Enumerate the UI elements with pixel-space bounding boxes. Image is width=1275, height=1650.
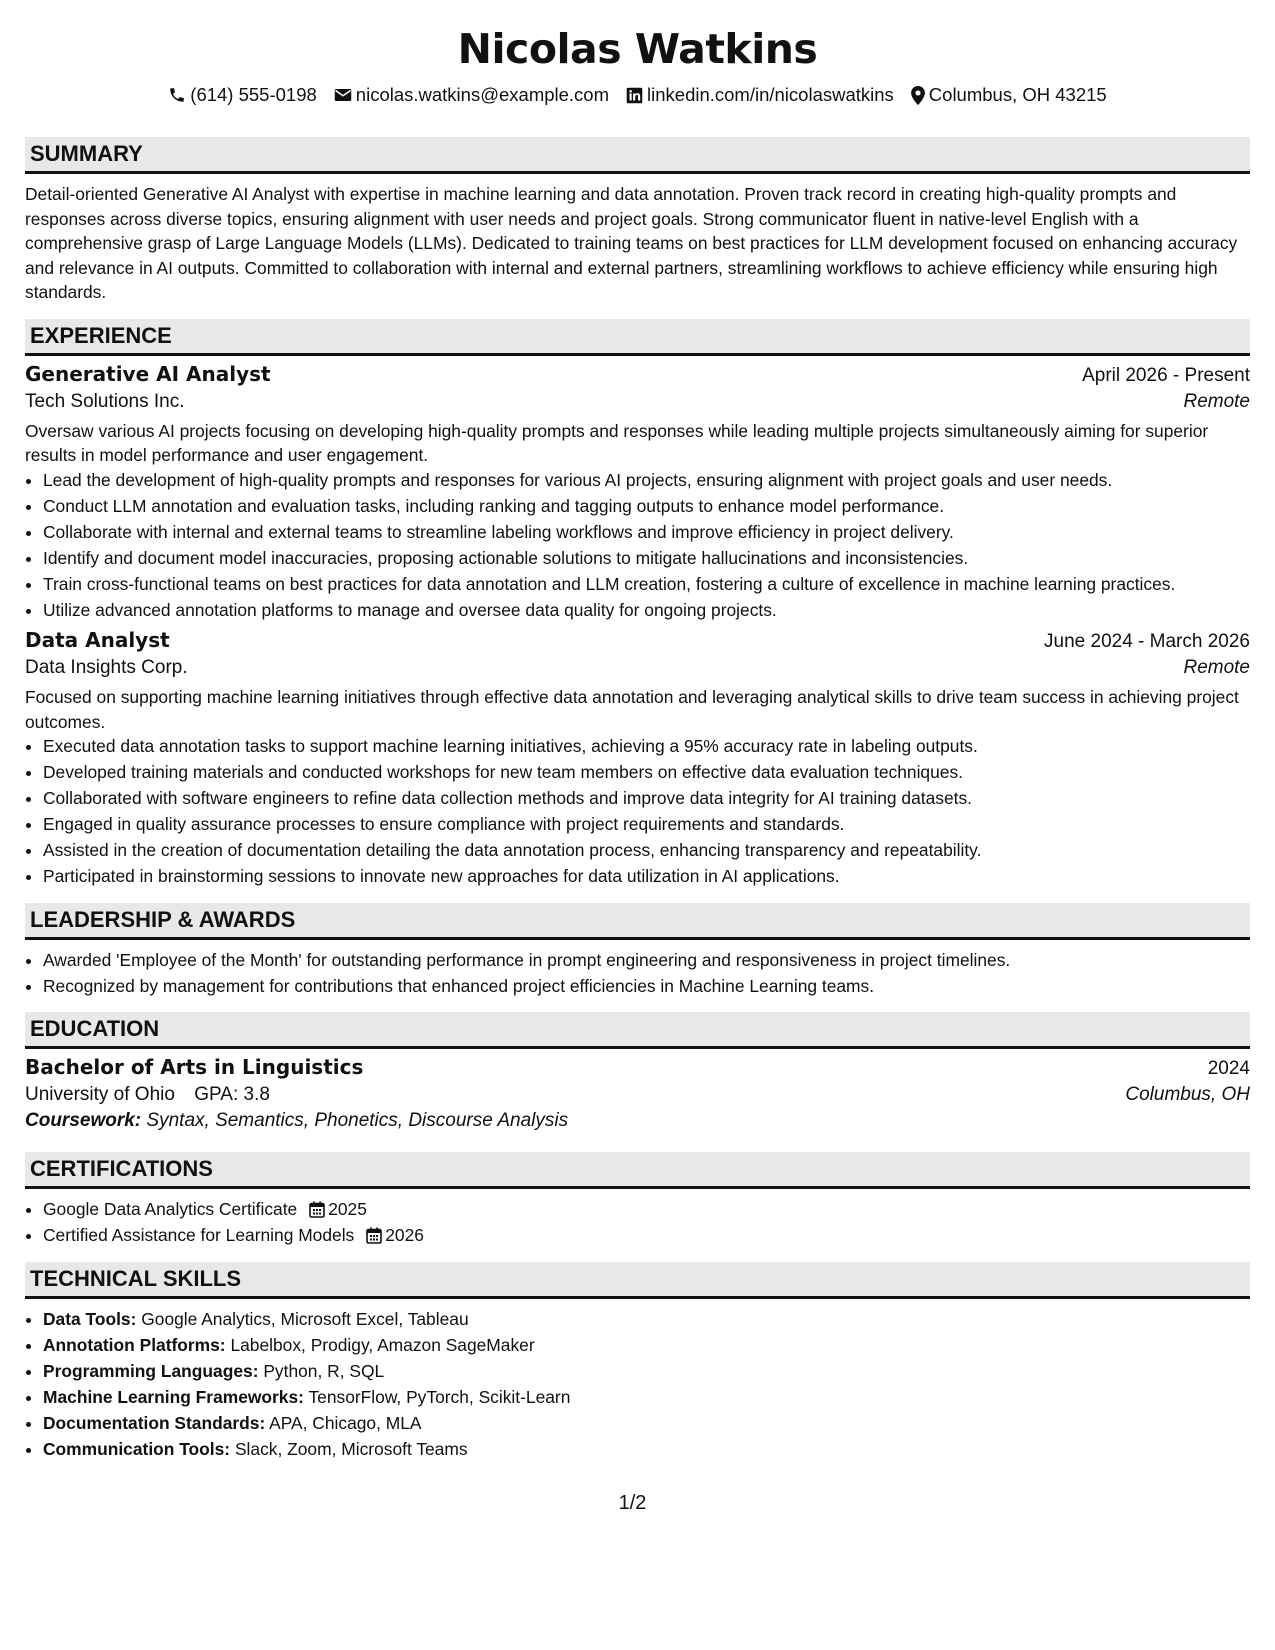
job-dates: April 2026 - Present [1082, 364, 1250, 386]
awards-section [25, 903, 1250, 999]
coursework-list: Syntax, Semantics, Phonetics, Discourse Analysis [146, 1110, 569, 1131]
skill-value: Slack, Zoom, Microsoft Teams [234, 1438, 468, 1459]
certifications-list [25, 1197, 1250, 1248]
calendar-icon [309, 1201, 325, 1218]
list-item: • Awarded 'Employee of the Month' for outstanding performance in prompt engineering and responsiveness in project timelines. [43, 948, 1250, 973]
map-pin-icon [911, 86, 925, 105]
skill-label: Communication Tools: [43, 1438, 231, 1459]
list-item [43, 1359, 1250, 1384]
list-item: • Participated in brainstorming sessions to innovate new approaches for data utilization in AI applications. [43, 864, 1250, 889]
job-entry [25, 628, 1250, 889]
list-item: • Lead the development of high-quality prompts and responses for various AI projects, ensuring alignment with project goals and user needs. [43, 468, 1250, 493]
skill-value: Google Analytics, Microsoft Excel, Tableau [141, 1308, 469, 1329]
section-header-experience: EXPERIENCE [25, 319, 1250, 356]
list-item: • Engaged in quality assurance processes to ensure compliance with project requirements and standards. [43, 812, 1250, 837]
list-item [43, 1197, 1250, 1222]
skills-section [25, 1262, 1250, 1462]
cert-year: 2026 [385, 1225, 424, 1245]
list-item [43, 1437, 1250, 1462]
summary-section [25, 137, 1250, 305]
skill-label: Machine Learning Frameworks: [43, 1386, 304, 1407]
phone-text: (614) 555-0198 [190, 84, 317, 105]
skill-label: Programming Languages: [43, 1360, 259, 1381]
skill-value: APA, Chicago, MLA [269, 1412, 422, 1433]
section-header-summary: SUMMARY [25, 137, 1250, 174]
job-dates: June 2024 - March 2026 [1044, 631, 1250, 652]
section-header-education: EDUCATION [25, 1012, 1250, 1049]
experience-section [25, 319, 1250, 889]
job-location: Remote [1183, 657, 1250, 678]
graduation-year: 2024 [1207, 1058, 1250, 1079]
section-header-certifications: CERTIFICATIONS [25, 1152, 1250, 1189]
job-bullets [25, 734, 1250, 889]
job-title: Generative AI Analyst [25, 361, 271, 386]
calendar-icon [366, 1227, 382, 1244]
certifications-section [25, 1152, 1250, 1248]
candidate-name: Nicolas Watkins [457, 25, 818, 73]
summary-text: Detail-oriented Generative AI Analyst with expertise in machine learning and data annotation. Proven track record in creating high-quality prompts and responses across diverse topics, ensuring alignment with user needs and project goals. Strong communicator fluent in native-level English with a comprehensive grasp of Large Language Models (LLMs). Dedicated to training teams on best practices for LLM development focused on enhancing accuracy and relevance in AI outputs. Committed to collaboration with internal and external partners, streamlining workflows to achieve efficiency while ensuring high standards. [25, 184, 1238, 302]
job-company: Tech Solutions Inc. [25, 390, 185, 412]
education-section [25, 1012, 1250, 1132]
cert-name: • Google Data Analytics Certificate [43, 1199, 298, 1219]
resume-page [25, 0, 1250, 1514]
phone-icon [168, 86, 186, 104]
section-header-skills: TECHNICAL SKILLS [25, 1262, 1250, 1299]
page-number: 1/2 [618, 1492, 647, 1514]
list-item: • Identify and document model inaccuracies, proposing actionable solutions to mitigate hallucinations and inconsistencies. [43, 546, 1250, 571]
list-item: • Recognized by management for contributions that enhanced project efficiencies in Machine Learning teams. [43, 974, 1250, 999]
contact-location [911, 83, 1107, 107]
job-entry [25, 362, 1250, 623]
skill-label: Annotation Platforms: [43, 1334, 226, 1355]
degree-title: Bachelor of Arts in Linguistics [25, 1055, 364, 1079]
email-text: nicolas.watkins@example.com [355, 84, 610, 105]
linkedin-icon [626, 87, 643, 104]
envelope-icon [334, 87, 352, 103]
job-title: Data Analyst [25, 628, 170, 652]
gpa: GPA: 3.8 [194, 1084, 270, 1105]
list-item: • Utilize advanced annotation platforms to manage and oversee data quality for ongoing projects. [43, 598, 1250, 623]
list-item: • Collaborated with software engineers to refine data collection methods and improve data integrity for AI training datasets. [43, 786, 1250, 811]
list-item [43, 1307, 1250, 1332]
skill-value: TensorFlow, PyTorch, Scikit-Learn [308, 1386, 571, 1407]
skill-value: Python, R, SQL [263, 1360, 385, 1381]
cert-year: 2025 [328, 1199, 367, 1219]
job-location: Remote [1183, 390, 1250, 412]
contact-linkedin[interactable] [626, 83, 894, 107]
coursework-label: Coursework: [25, 1110, 142, 1131]
list-item: • Collaborate with internal and external teams to streamline labeling workflows and improve efficiency in project delivery. [43, 520, 1250, 545]
list-item: • Developed training materials and conducted workshops for new team members on effective data evaluation techniques. [43, 760, 1250, 785]
list-item [43, 1411, 1250, 1436]
cert-name: • Certified Assistance for Learning Models [43, 1225, 355, 1245]
location-text: Columbus, OH 43215 [928, 84, 1107, 105]
school-location: Columbus, OH [1125, 1084, 1250, 1105]
school-name: University of Ohio [25, 1084, 175, 1105]
list-item: • Train cross-functional teams on best practices for data annotation and LLM creation, fostering a culture of excellence in machine learning practices. [43, 572, 1250, 597]
list-item [43, 1223, 1250, 1248]
linkedin-text: linkedin.com/in/nicolaswatkins [647, 84, 894, 105]
list-item: • Conduct LLM annotation and evaluation tasks, including ranking and tagging outputs to enhance model performance. [43, 494, 1250, 519]
contact-phone[interactable] [168, 83, 317, 107]
list-item [43, 1385, 1250, 1410]
job-bullets [25, 468, 1250, 623]
job-description: Oversaw various AI projects focusing on developing high-quality prompts and responses while leading multiple projects simultaneously aiming for superior results in model performance and user engagement. [25, 420, 1209, 465]
skill-label: Documentation Standards: [43, 1412, 266, 1433]
list-item [43, 1333, 1250, 1358]
awards-list [25, 948, 1250, 999]
skills-list [25, 1307, 1250, 1462]
contact-email[interactable] [334, 83, 609, 107]
skill-value: Labelbox, Prodigy, Amazon SageMaker [230, 1334, 535, 1355]
job-company: Data Insights Corp. [25, 657, 188, 678]
list-item: • Assisted in the creation of documentation detailing the data annotation process, enhancing transparency and repeatability. [43, 838, 1250, 863]
section-header-awards: LEADERSHIP & AWARDS [25, 903, 1250, 940]
contact-bar [25, 83, 1250, 107]
job-description: Focused on supporting machine learning initiatives through effective data annotation and leveraging analytical skills to drive team success in achieving project outcomes. [25, 687, 1239, 732]
coursework [25, 1110, 1250, 1132]
skill-label: Data Tools: [43, 1308, 137, 1329]
list-item: • Executed data annotation tasks to support machine learning initiatives, achieving a 95% accuracy rate in labeling outputs. [43, 734, 1250, 759]
